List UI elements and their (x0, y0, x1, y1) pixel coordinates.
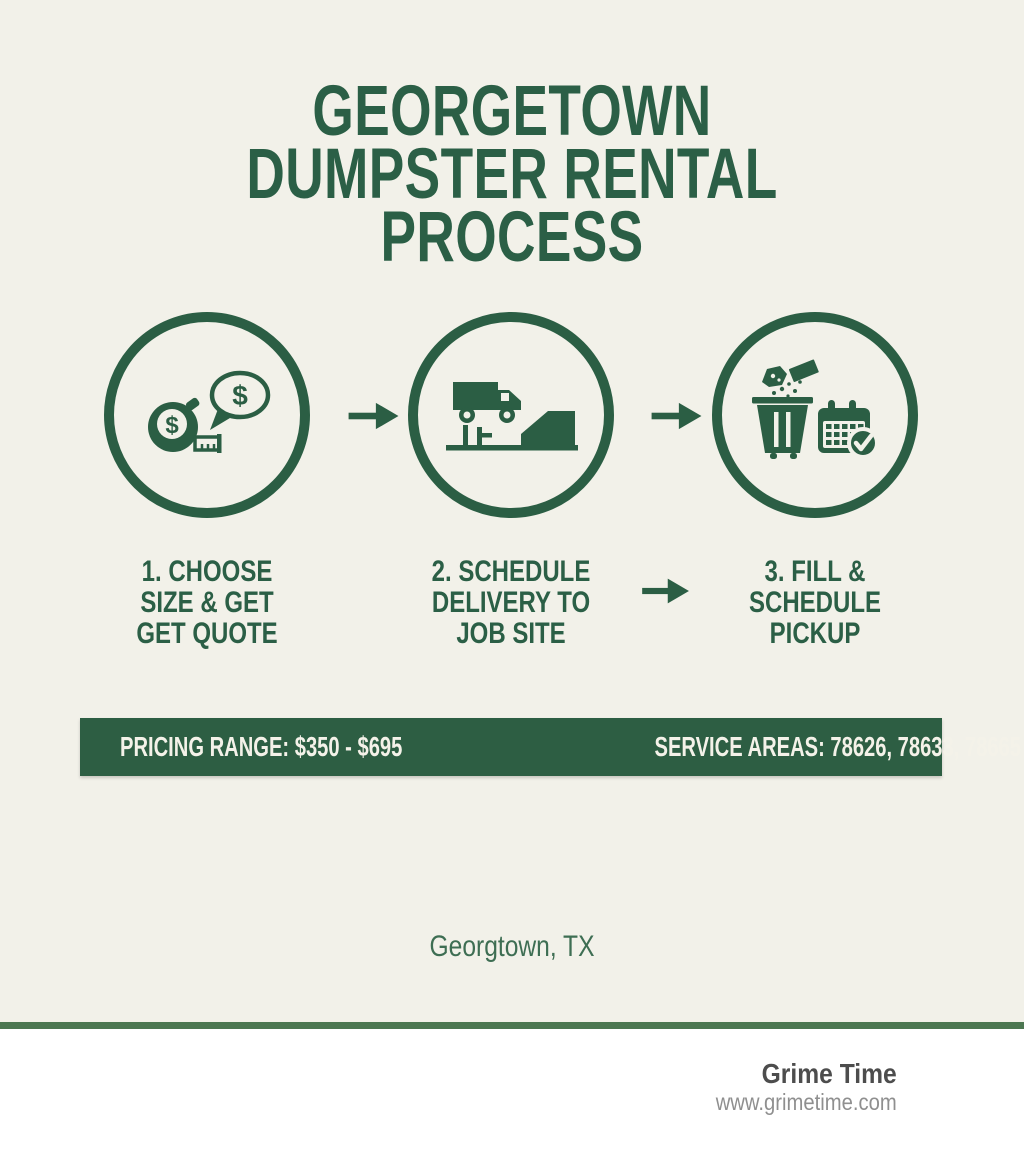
dollar-glyph: $ (232, 380, 248, 411)
footer (0, 1029, 1024, 1154)
arrow-right-icon (635, 576, 697, 606)
service-areas-text: SERVICE AREAS: 78626, 78633, 78665 (654, 731, 1022, 762)
step2-label-line2: DELIVERY TO (431, 586, 591, 619)
brand-website: www.grimetime.com (715, 1089, 897, 1115)
page-title (128, 72, 896, 277)
brand-name: Grime Time (761, 1058, 897, 1089)
dollar-glyph: $ (165, 412, 179, 439)
step2-circle (408, 312, 614, 518)
dumpster-calendar-icon (722, 322, 908, 508)
arrow-right-icon (345, 400, 403, 432)
step3-circle (712, 312, 918, 518)
title-line-2: DUMPSTER RENTAL PROCESS (246, 135, 778, 277)
step1-label-line3: GET QUOTE (136, 617, 278, 650)
step1-label (103, 556, 311, 649)
step3-label-line2: SCHEDULE (748, 586, 881, 619)
step3-label-line3: PICKUP (769, 617, 861, 650)
step1-circle (104, 312, 310, 518)
pricing-range-text: PRICING RANGE: $350 - $695 (120, 731, 403, 762)
step2-label-line1: 2. SCHEDULE (431, 555, 591, 588)
info-banner (80, 718, 1022, 776)
arrow-right-icon (648, 400, 706, 432)
step1-label-line1: 1. CHOOSE (141, 555, 273, 588)
delivery-truck-icon (418, 322, 604, 508)
step2-label-line3: JOB SITE (456, 617, 566, 650)
step1-label-line2: SIZE & GET (140, 586, 274, 619)
step3-label-line1: 3. FILL & (764, 555, 866, 588)
footer-divider (0, 1022, 1024, 1029)
step2-label (407, 556, 615, 649)
step3-label (711, 556, 919, 649)
footer-brand-block (716, 1059, 897, 1115)
title-line-1: GEORGETOWN (312, 72, 712, 151)
tape-measure-quote-icon (114, 322, 300, 508)
location-text: Georgtown, TX (429, 930, 595, 963)
